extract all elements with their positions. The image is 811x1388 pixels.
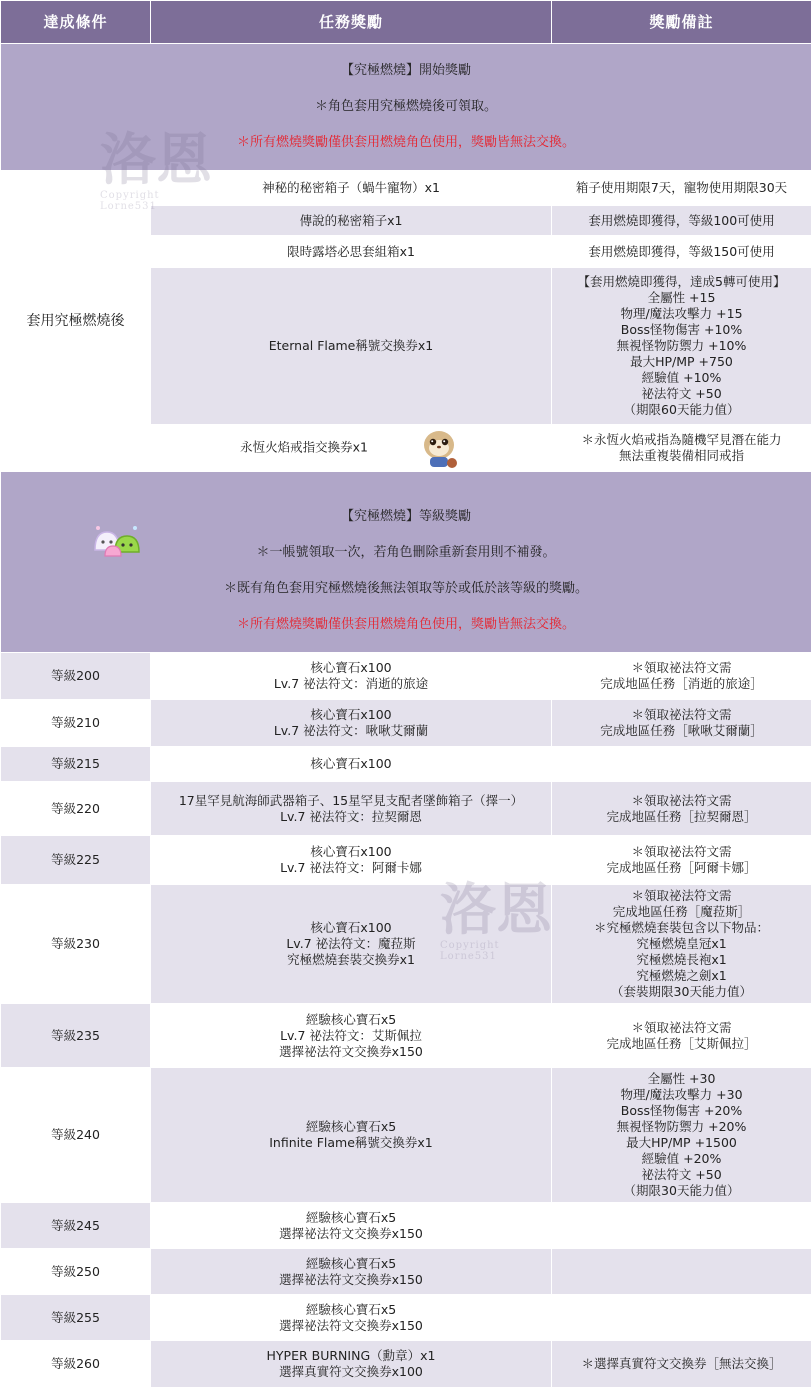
table-row <box>1 836 811 885</box>
section1-banner <box>1 44 811 171</box>
watermark-copyright: Copyright <box>100 190 212 201</box>
header-reward: 任務獎勵 <box>151 1 552 44</box>
note-cell: ＊永恆火焰戒指為隨機罕見潛在能力 無法重複裝備相同戒指 <box>552 425 811 472</box>
condition-cell: 等級235 <box>1 1004 151 1068</box>
condition-cell: 等級240 <box>1 1068 151 1203</box>
reward-cell: 核心寶石x100 Lv.7 祕法符文：阿爾卡娜 <box>151 836 552 885</box>
condition-cell: 等級210 <box>1 700 151 747</box>
table-row <box>1 171 811 206</box>
reward-cell: 核心寶石x100 Lv.7 祕法符文：啾啾艾爾蘭 <box>151 700 552 747</box>
hamster-pet-icon <box>416 425 462 471</box>
section2-banner <box>1 472 811 653</box>
reward-cell: 神秘的秘密箱子（蝸牛寵物）x1 <box>151 171 552 206</box>
table-row <box>1 1249 811 1295</box>
reward-cell: 17星罕見航海師武器箱子、15星罕見支配者墜飾箱子（擇一） Lv.7 祕法符文：拉契爾恩 <box>151 782 552 836</box>
slime-sticker-icon <box>89 520 145 560</box>
watermark-author: Lorne531 <box>100 201 212 212</box>
condition-cell: 等級255 <box>1 1295 151 1341</box>
condition-cell: 等級220 <box>1 782 151 836</box>
table-row <box>1 885 811 1004</box>
header-row <box>1 1 811 44</box>
section1-warning: ＊所有燃燒獎勵僅供套用燃燒角色使用，獎勵皆無法交換。 <box>5 134 807 152</box>
table-row <box>1 782 811 836</box>
note-cell: ＊選擇真實符文交換券［無法交換］ <box>552 1341 811 1388</box>
table-row <box>1 1341 811 1388</box>
table-row <box>1 653 811 700</box>
reward-cell: 核心寶石x100 <box>151 747 552 782</box>
condition-cell: 等級245 <box>1 1203 151 1249</box>
condition-cell: 等級250 <box>1 1249 151 1295</box>
condition-cell: 等級215 <box>1 747 151 782</box>
note-cell: ＊領取祕法符文需 完成地區任務［艾斯佩拉］ <box>552 1004 811 1068</box>
reward-cell: 核心寶石x100 Lv.7 祕法符文：消逝的旅途 <box>151 653 552 700</box>
reward-cell: 經驗核心寶石x5 選擇祕法符文交換券x150 <box>151 1295 552 1341</box>
reward-cell: 經驗核心寶石x5 選擇祕法符文交換券x150 <box>151 1203 552 1249</box>
table-row <box>1 747 811 782</box>
reward-cell: HYPER BURNING（勳章）x1 選擇真實符文交換券x100 <box>151 1341 552 1388</box>
reward-cell: Eternal Flame稱號交換券x1 <box>151 268 552 425</box>
reward-cell: 核心寶石x100 Lv.7 祕法符文：魔菈斯 究極燃燒套裝交換券x1 <box>151 885 552 1004</box>
reward-cell: 限時露塔必思套組箱x1 <box>151 236 552 268</box>
condition-cell: 等級225 <box>1 836 151 885</box>
table-row <box>1 1004 811 1068</box>
section2-note-2: ＊既有角色套用究極燃燒後無法領取等於或低於該等級的獎勵。 <box>5 580 807 598</box>
table-row <box>1 700 811 747</box>
watermark-copyright: Copyright <box>440 940 552 951</box>
note-cell: ＊領取祕法符文需 完成地區任務［啾啾艾爾蘭］ <box>552 700 811 747</box>
note-cell <box>552 1203 811 1249</box>
section2-warning: ＊所有燃燒獎勵僅供套用燃燒角色使用，獎勵皆無法交換。 <box>5 616 807 634</box>
condition-cell: 套用究極燃燒後 <box>1 171 151 472</box>
table-row <box>1 1068 811 1203</box>
note-cell <box>552 1295 811 1341</box>
reward-cell: 經驗核心寶石x5 Lv.7 祕法符文：艾斯佩拉 選擇祕法符文交換券x150 <box>151 1004 552 1068</box>
note-cell: ＊領取祕法符文需 完成地區任務［消逝的旅途］ <box>552 653 811 700</box>
header-note: 獎勵備註 <box>552 1 811 44</box>
reward-cell: 經驗核心寶石x5 選擇祕法符文交換券x150 <box>151 1249 552 1295</box>
condition-cell: 等級230 <box>1 885 151 1004</box>
note-cell: 箱子使用期限7天，寵物使用期限30天 <box>552 171 811 206</box>
note-cell: ＊領取祕法符文需 完成地區任務［魔菈斯］ ＊究極燃燒套裝包含以下物品： 究極燃燒皇冠x1 究極燃燒長袍x1 究極燃燒之劍x1 （套裝期限30天能力值） <box>552 885 811 1004</box>
note-cell: 全屬性 +30 物理/魔法攻擊力 +30 Boss怪物傷害 +20% 無視怪物防禦力 +20% 最大HP/MP +1500 經驗值 +20% 祕法符文 +50 （期限30天能力值） <box>552 1068 811 1203</box>
reward-cell: 傳說的秘密箱子x1 <box>151 206 552 236</box>
note-cell: ＊領取祕法符文需 完成地區任務［拉契爾恩］ <box>552 782 811 836</box>
note-cell: 套用燃燒即獲得，等級150可使用 <box>552 236 811 268</box>
table-row <box>1 1203 811 1249</box>
section2-title: 【究極燃燒】等級獎勵 <box>5 508 807 526</box>
watermark-name: 洛恩 <box>100 130 212 190</box>
condition-cell: 等級200 <box>1 653 151 700</box>
note-cell: 套用燃燒即獲得，等級100可使用 <box>552 206 811 236</box>
section1-note: ＊角色套用究極燃燒後可領取。 <box>5 98 807 116</box>
reward-cell: 經驗核心寶石x5 Infinite Flame稱號交換券x1 <box>151 1068 552 1203</box>
section2-note-1: ＊一帳號領取一次，若角色刪除重新套用則不補發。 <box>5 544 807 562</box>
section1-title: 【究極燃燒】開始獎勵 <box>5 62 807 80</box>
table-row <box>1 1295 811 1341</box>
note-cell: ＊領取祕法符文需 完成地區任務［阿爾卡娜］ <box>552 836 811 885</box>
watermark-author: Lorne531 <box>440 951 552 962</box>
header-condition: 達成條件 <box>1 1 151 44</box>
note-cell: 【套用燃燒即獲得，達成5轉可使用】 全屬性 +15 物理/魔法攻擊力 +15 Boss怪物傷害 +10% 無視怪物防禦力 +10% 最大HP/MP +750 經驗值 +10% 祕法符文 +50 （期限60天能力值） <box>552 268 811 425</box>
watermark-name: 洛恩 <box>440 880 552 940</box>
note-cell <box>552 1249 811 1295</box>
condition-cell: 等級260 <box>1 1341 151 1388</box>
note-cell <box>552 747 811 782</box>
reward-cell: 永恆火焰戒指交換券x1 <box>240 440 368 455</box>
